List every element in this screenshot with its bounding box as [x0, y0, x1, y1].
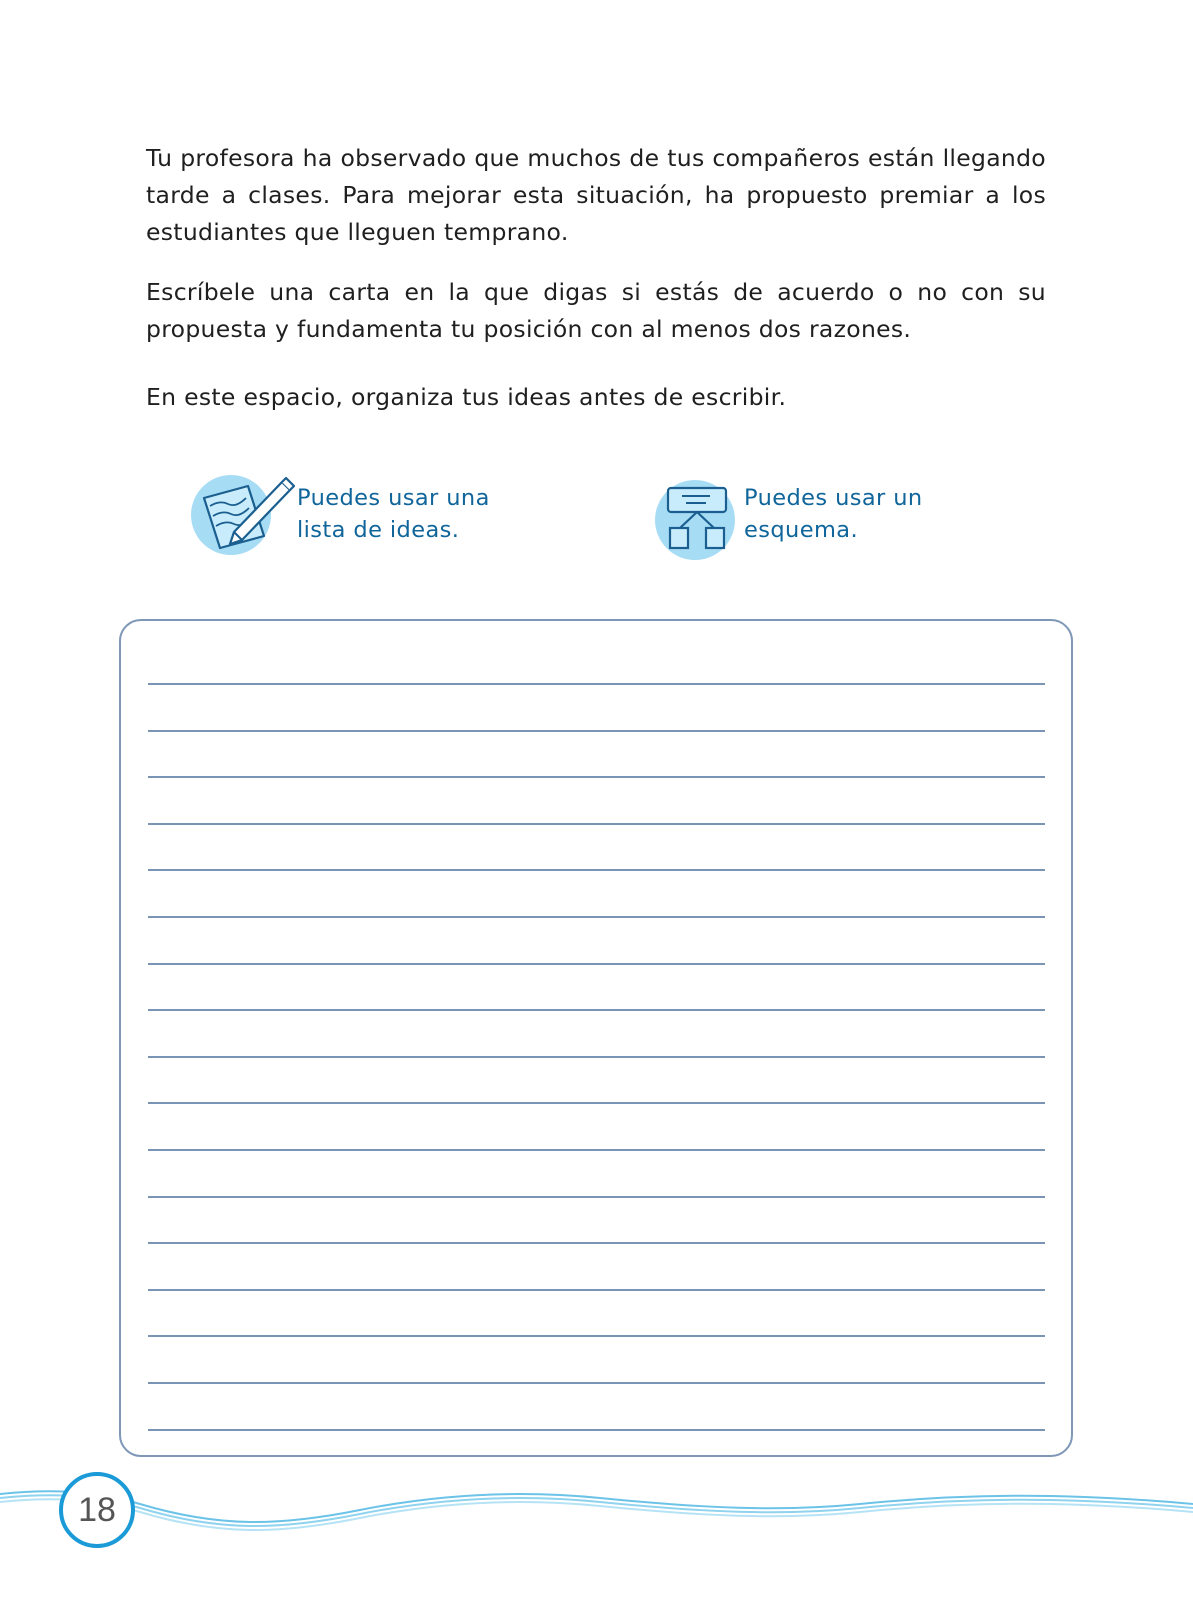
- wave-decoration: [0, 1470, 1193, 1540]
- writing-rule-line: [148, 683, 1045, 685]
- writing-rule-line: [148, 916, 1045, 918]
- writing-rule-line: [148, 1289, 1045, 1291]
- hint-scheme-line-2: esquema.: [744, 517, 859, 543]
- notepad-pencil-icon: [190, 470, 300, 560]
- diagram-icon: [652, 474, 740, 564]
- writing-rule-line: [148, 776, 1045, 778]
- writing-rule-line: [148, 963, 1045, 965]
- writing-rule-line: [148, 1149, 1045, 1151]
- page-number: 18: [59, 1472, 135, 1548]
- writing-rule-line: [148, 823, 1045, 825]
- hint-scheme-line-1: Puedes usar un: [744, 485, 923, 511]
- writing-rule-line: [148, 730, 1045, 732]
- writing-rule-line: [148, 1196, 1045, 1198]
- prompt-paragraph-3: En este espacio, organiza tus ideas antes de escribir.: [146, 383, 787, 411]
- writing-area[interactable]: [119, 619, 1073, 1457]
- writing-rule-line: [148, 1242, 1045, 1244]
- hint-scheme: [744, 482, 923, 546]
- writing-rule-line: [148, 1429, 1045, 1431]
- writing-rule-line: [148, 1382, 1045, 1384]
- hint-list-ideas: [297, 482, 490, 546]
- hint-list-line-2: lista de ideas.: [297, 517, 460, 543]
- writing-rule-line: [148, 1102, 1045, 1104]
- writing-rule-line: [148, 1009, 1045, 1011]
- hint-list-line-1: Puedes usar una: [297, 485, 490, 511]
- writing-rule-line: [148, 1056, 1045, 1058]
- prompt-paragraph-2: Escríbele una carta en la que digas si estás de acuerdo o no con su propuesta y fundamenta tu posición con al menos dos razones.: [146, 278, 1046, 343]
- prompt-paragraph-1: Tu profesora ha observado que muchos de tus compañeros están llegando tarde a clases. Para mejorar esta situación, ha propuesto premiar a los estudiantes que lleguen temprano.: [146, 144, 1046, 246]
- writing-rule-line: [148, 1335, 1045, 1337]
- writing-rule-line: [148, 869, 1045, 871]
